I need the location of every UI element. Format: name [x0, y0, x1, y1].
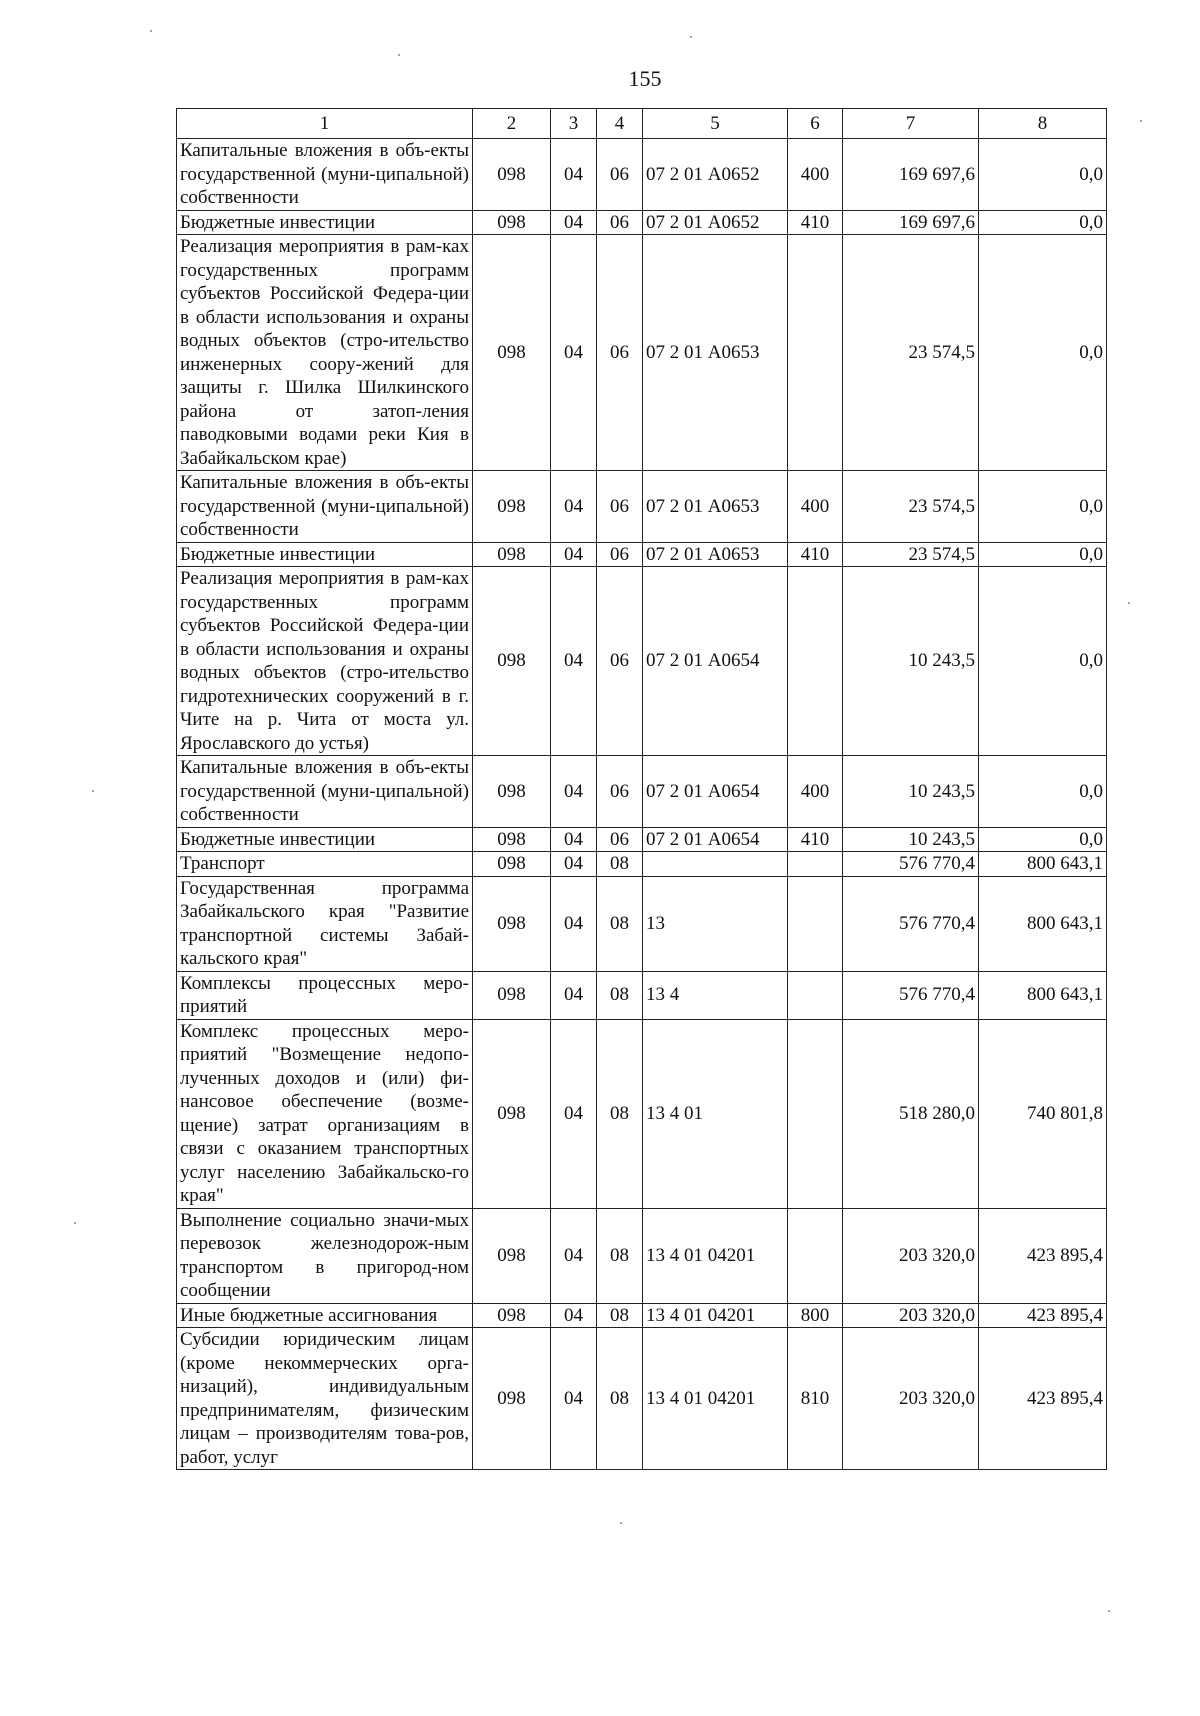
row-description: Комплексы процессных меро-приятий	[177, 971, 473, 1019]
table-row	[177, 1303, 1107, 1328]
cell-amount-year1: 203 320,0	[843, 1208, 979, 1303]
cell-target-article: 07 2 01 А0652	[643, 210, 788, 235]
table-row	[177, 971, 1107, 1019]
cell-admin-code: 098	[473, 876, 551, 971]
cell-target-article: 07 2 01 А0653	[643, 235, 788, 471]
cell-amount-year2: 0,0	[979, 542, 1107, 567]
cell-section: 04	[551, 1303, 597, 1328]
cell-amount-year2: 0,0	[979, 756, 1107, 828]
cell-amount-year2: 0,0	[979, 235, 1107, 471]
cell-admin-code: 098	[473, 542, 551, 567]
cell-section: 04	[551, 542, 597, 567]
cell-amount-year1: 23 574,5	[843, 235, 979, 471]
row-description: Комплекс процессных меро-приятий "Возмещение недопо-лученных доходов и (или) фи-нансовое обеспечение (возме-щение) затрат организациям в связи с оказанием транспортных услуг населению Забайкальско-го края"	[177, 1019, 473, 1208]
cell-expense-type	[788, 1019, 843, 1208]
cell-amount-year1: 169 697,6	[843, 139, 979, 211]
cell-amount-year2: 740 801,8	[979, 1019, 1107, 1208]
table-row	[177, 827, 1107, 852]
cell-target-article: 07 2 01 А0654	[643, 756, 788, 828]
cell-amount-year1: 203 320,0	[843, 1328, 979, 1470]
cell-section: 04	[551, 471, 597, 543]
cell-target-article: 13 4	[643, 971, 788, 1019]
table-row	[177, 1019, 1107, 1208]
cell-amount-year2: 0,0	[979, 567, 1107, 756]
row-description: Капитальные вложения в объ-екты государственной (муни-ципальной) собственности	[177, 471, 473, 543]
scan-speck	[92, 790, 94, 792]
cell-admin-code: 098	[473, 827, 551, 852]
cell-section: 04	[551, 827, 597, 852]
cell-expense-type	[788, 876, 843, 971]
row-description: Реализация мероприятия в рам-ках государственных программ субъектов Российской Федера-ции в области использования и охраны водных объектов (стро-ительство гидротехнических сооружений в г. Чите на р. Чита от моста ул. Ярославского до устья)	[177, 567, 473, 756]
cell-target-article: 13 4 01 04201	[643, 1303, 788, 1328]
row-description: Иные бюджетные ассигнования	[177, 1303, 473, 1328]
cell-section: 04	[551, 876, 597, 971]
cell-amount-year1: 23 574,5	[843, 471, 979, 543]
cell-subsection: 06	[597, 756, 643, 828]
cell-section: 04	[551, 1328, 597, 1470]
cell-admin-code: 098	[473, 852, 551, 877]
cell-amount-year1: 518 280,0	[843, 1019, 979, 1208]
cell-admin-code: 098	[473, 1208, 551, 1303]
cell-target-article	[643, 852, 788, 877]
cell-target-article: 13	[643, 876, 788, 971]
scan-speck	[690, 36, 692, 38]
table-row	[177, 876, 1107, 971]
scan-speck	[620, 1522, 622, 1524]
cell-section: 04	[551, 210, 597, 235]
row-description: Реализация мероприятия в рам-ках государственных программ субъектов Российской Федера-ции в области использования и охраны водных объектов (стро-ительство инженерных соору-жений для защиты г. Шилка Шилкинского района от затоп-ления паводковыми водами реки Кия в Забайкальском крае)	[177, 235, 473, 471]
cell-admin-code: 098	[473, 139, 551, 211]
cell-expense-type	[788, 567, 843, 756]
cell-admin-code: 098	[473, 1019, 551, 1208]
cell-target-article: 13 4 01 04201	[643, 1328, 788, 1470]
cell-subsection: 06	[597, 542, 643, 567]
scan-speck	[1108, 1610, 1110, 1612]
table-row	[177, 1208, 1107, 1303]
table-row	[177, 1328, 1107, 1470]
cell-expense-type: 410	[788, 827, 843, 852]
cell-subsection: 08	[597, 1019, 643, 1208]
cell-admin-code: 098	[473, 756, 551, 828]
cell-amount-year2: 423 895,4	[979, 1328, 1107, 1470]
cell-subsection: 06	[597, 827, 643, 852]
column-header: 3	[551, 109, 597, 139]
cell-subsection: 06	[597, 471, 643, 543]
table-row	[177, 567, 1107, 756]
cell-subsection: 06	[597, 235, 643, 471]
row-description: Капитальные вложения в объ-екты государственной (муни-ципальной) собственности	[177, 139, 473, 211]
cell-target-article: 13 4 01	[643, 1019, 788, 1208]
scan-speck	[1140, 120, 1142, 122]
cell-section: 04	[551, 1019, 597, 1208]
cell-expense-type: 800	[788, 1303, 843, 1328]
cell-subsection: 08	[597, 1208, 643, 1303]
cell-admin-code: 098	[473, 210, 551, 235]
cell-expense-type: 410	[788, 210, 843, 235]
table-row	[177, 542, 1107, 567]
cell-expense-type	[788, 971, 843, 1019]
column-header: 1	[177, 109, 473, 139]
page-number: 155	[628, 66, 662, 91]
table-row	[177, 210, 1107, 235]
cell-amount-year1: 576 770,4	[843, 971, 979, 1019]
scan-speck	[74, 1222, 76, 1224]
cell-subsection: 08	[597, 971, 643, 1019]
cell-amount-year1: 203 320,0	[843, 1303, 979, 1328]
column-header: 2	[473, 109, 551, 139]
cell-amount-year2: 423 895,4	[979, 1303, 1107, 1328]
column-header: 4	[597, 109, 643, 139]
cell-amount-year1: 169 697,6	[843, 210, 979, 235]
cell-amount-year1: 23 574,5	[843, 542, 979, 567]
cell-subsection: 08	[597, 1303, 643, 1328]
cell-expense-type: 810	[788, 1328, 843, 1470]
budget-table	[176, 108, 1107, 1470]
table-row	[177, 235, 1107, 471]
cell-amount-year1: 10 243,5	[843, 827, 979, 852]
cell-amount-year2: 0,0	[979, 471, 1107, 543]
cell-amount-year2: 423 895,4	[979, 1208, 1107, 1303]
cell-amount-year1: 10 243,5	[843, 567, 979, 756]
cell-expense-type: 410	[788, 542, 843, 567]
cell-section: 04	[551, 567, 597, 756]
cell-target-article: 07 2 01 А0654	[643, 827, 788, 852]
table-row	[177, 471, 1107, 543]
scan-speck	[1128, 602, 1130, 604]
cell-target-article: 07 2 01 А0652	[643, 139, 788, 211]
cell-section: 04	[551, 756, 597, 828]
cell-target-article: 13 4 01 04201	[643, 1208, 788, 1303]
row-description: Бюджетные инвестиции	[177, 210, 473, 235]
cell-expense-type: 400	[788, 756, 843, 828]
table-body	[177, 139, 1107, 1470]
table-row	[177, 139, 1107, 211]
cell-admin-code: 098	[473, 971, 551, 1019]
row-description: Транспорт	[177, 852, 473, 877]
row-description: Государственная программа Забайкальского края "Развитие транспортной системы Забай-кальского края"	[177, 876, 473, 971]
cell-section: 04	[551, 1208, 597, 1303]
cell-subsection: 06	[597, 210, 643, 235]
cell-subsection: 08	[597, 852, 643, 877]
row-description: Капитальные вложения в объ-екты государственной (муни-ципальной) собственности	[177, 756, 473, 828]
cell-target-article: 07 2 01 А0653	[643, 542, 788, 567]
row-description: Бюджетные инвестиции	[177, 542, 473, 567]
cell-subsection: 06	[597, 567, 643, 756]
cell-amount-year2: 800 643,1	[979, 971, 1107, 1019]
cell-expense-type	[788, 852, 843, 877]
cell-subsection: 06	[597, 139, 643, 211]
column-header: 8	[979, 109, 1107, 139]
table-row	[177, 852, 1107, 877]
cell-subsection: 08	[597, 1328, 643, 1470]
cell-amount-year1: 576 770,4	[843, 876, 979, 971]
cell-admin-code: 098	[473, 567, 551, 756]
cell-expense-type	[788, 235, 843, 471]
cell-section: 04	[551, 235, 597, 471]
cell-section: 04	[551, 852, 597, 877]
cell-target-article: 07 2 01 А0654	[643, 567, 788, 756]
cell-amount-year2: 800 643,1	[979, 876, 1107, 971]
header-row	[177, 109, 1107, 139]
row-description: Бюджетные инвестиции	[177, 827, 473, 852]
cell-admin-code: 098	[473, 1328, 551, 1470]
cell-section: 04	[551, 971, 597, 1019]
cell-expense-type: 400	[788, 471, 843, 543]
scan-speck	[150, 30, 152, 32]
cell-admin-code: 098	[473, 235, 551, 471]
cell-expense-type: 400	[788, 139, 843, 211]
cell-expense-type	[788, 1208, 843, 1303]
cell-amount-year2: 0,0	[979, 139, 1107, 211]
cell-section: 04	[551, 139, 597, 211]
table-row	[177, 756, 1107, 828]
cell-amount-year2: 0,0	[979, 827, 1107, 852]
row-description: Субсидии юридическим лицам (кроме некоммерческих орга-низаций), индивидуальным предпринимателям, физическим лицам – производителям това-ров, работ, услуг	[177, 1328, 473, 1470]
row-description: Выполнение социально значи-мых перевозок железнодорож-ным транспортом в пригород-ном сообщении	[177, 1208, 473, 1303]
cell-target-article: 07 2 01 А0653	[643, 471, 788, 543]
cell-subsection: 08	[597, 876, 643, 971]
cell-admin-code: 098	[473, 471, 551, 543]
column-header: 5	[643, 109, 788, 139]
cell-amount-year2: 800 643,1	[979, 852, 1107, 877]
cell-amount-year1: 10 243,5	[843, 756, 979, 828]
cell-amount-year2: 0,0	[979, 210, 1107, 235]
column-header: 7	[843, 109, 979, 139]
cell-admin-code: 098	[473, 1303, 551, 1328]
column-header: 6	[788, 109, 843, 139]
cell-amount-year1: 576 770,4	[843, 852, 979, 877]
scan-speck	[398, 54, 400, 56]
